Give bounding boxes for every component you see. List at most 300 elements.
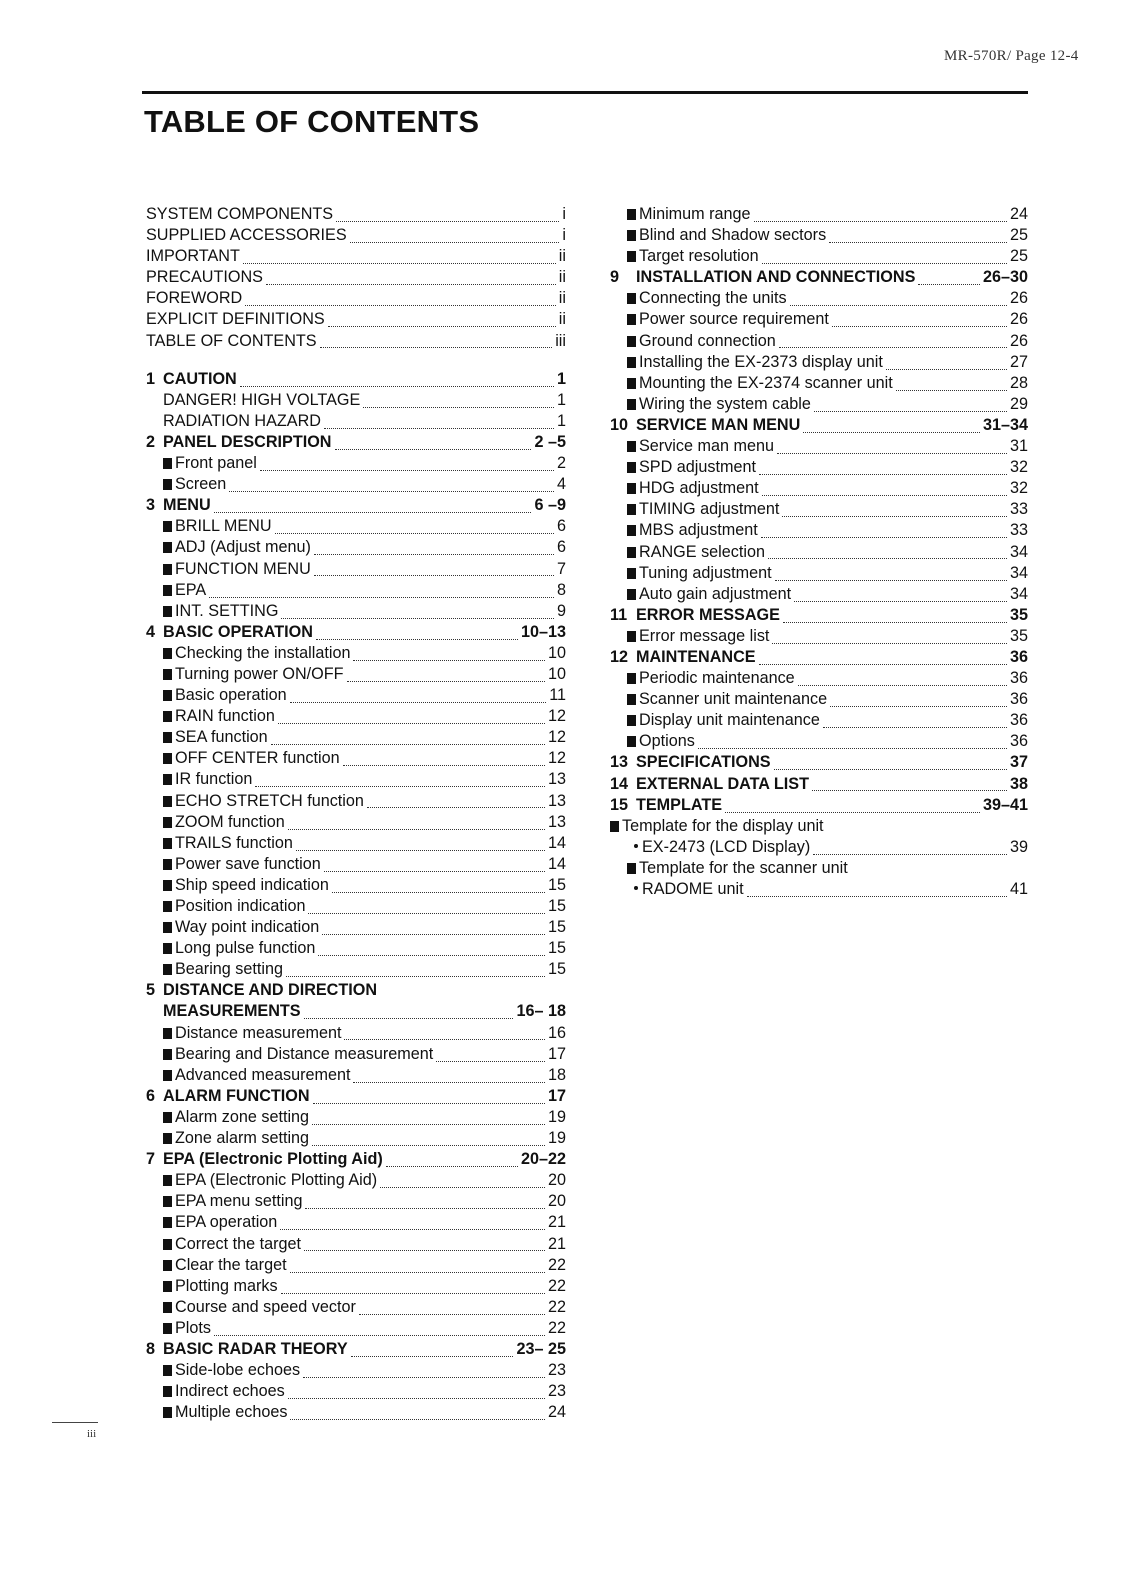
toc-entry xyxy=(146,1107,566,1128)
toc-entry-label: EPA menu setting xyxy=(175,1192,303,1211)
dot-leader xyxy=(308,903,545,914)
dot-leader xyxy=(380,1177,545,1188)
toc-entry xyxy=(610,731,1028,752)
toc-entry-page: 26–30 xyxy=(982,268,1028,287)
square-bullet-icon xyxy=(627,547,636,558)
toc-entry-page: ii xyxy=(558,247,566,266)
dot-leader xyxy=(359,1304,545,1315)
toc-entry-page: 33 xyxy=(1009,521,1028,540)
dot-leader xyxy=(772,633,1007,644)
toc-entry-page: 22 xyxy=(547,1255,566,1274)
square-bullet-icon xyxy=(163,669,172,680)
dot-leader xyxy=(350,232,560,243)
toc-entry-page: 15 xyxy=(547,875,566,894)
toc-entry-page: 16– 18 xyxy=(516,1002,566,1021)
toc-entry xyxy=(610,478,1028,499)
toc-entry-page: 2 –5 xyxy=(534,432,566,451)
square-bullet-icon xyxy=(163,585,172,596)
toc-entry-page: 31 xyxy=(1009,437,1028,456)
toc-entry xyxy=(146,331,566,352)
toc-entry-label: Display unit maintenance xyxy=(639,711,820,730)
square-bullet-icon xyxy=(627,378,636,389)
toc-entry-label: Error message list xyxy=(639,626,770,645)
toc-entry xyxy=(146,225,566,246)
toc-entry-label: Auto gain adjustment xyxy=(639,584,792,603)
dot-leader xyxy=(312,1114,545,1125)
square-bullet-icon xyxy=(627,209,636,220)
toc-entry-page: 37 xyxy=(1009,753,1028,772)
dot-leader xyxy=(759,654,1007,665)
toc-entry xyxy=(610,309,1028,330)
square-bullet-icon xyxy=(163,1239,172,1250)
square-bullet-icon xyxy=(627,441,636,452)
dot-leader xyxy=(229,481,554,492)
square-bullet-icon xyxy=(627,863,636,874)
dot-leader xyxy=(316,629,518,640)
square-bullet-icon xyxy=(627,631,636,642)
square-bullet-icon xyxy=(163,753,172,764)
toc-entry-page: 11 xyxy=(549,686,566,705)
dot-leader xyxy=(314,566,554,577)
toc-entry-page: 41 xyxy=(1009,880,1028,898)
toc-entry-page: 23– 25 xyxy=(516,1339,566,1358)
toc-entry-label: INSTALLATION AND CONNECTIONS xyxy=(636,268,916,287)
toc-entry-label: MBS adjustment xyxy=(639,521,758,540)
toc-entry-label: Screen xyxy=(175,475,227,494)
toc-entry-label: Periodic maintenance xyxy=(639,669,795,688)
toc-entry-label: Advanced measurement xyxy=(175,1065,351,1084)
dot-leader xyxy=(343,756,545,767)
dot-leader xyxy=(278,713,545,724)
toc-entry xyxy=(146,1065,566,1086)
toc-entry xyxy=(146,791,566,812)
toc-entry-label: Long pulse function xyxy=(175,939,316,958)
toc-entry-label: SPECIFICATIONS xyxy=(636,753,771,772)
toc-entry-label: Bearing setting xyxy=(175,960,283,979)
toc-entry-page: 25 xyxy=(1009,247,1028,266)
toc-entry-page: 39–41 xyxy=(982,795,1028,814)
toc-entry-page: i xyxy=(562,226,566,245)
toc-entry-page: 13 xyxy=(547,791,566,810)
square-bullet-icon xyxy=(163,880,172,891)
dot-leader xyxy=(813,844,1007,855)
toc-entry xyxy=(146,1234,566,1255)
toc-entry xyxy=(146,938,566,959)
toc-entry-label: PRECAUTIONS xyxy=(146,268,263,287)
footer-rule xyxy=(52,1422,98,1423)
toc-entry xyxy=(146,643,566,664)
square-bullet-icon xyxy=(163,711,172,722)
square-bullet-icon xyxy=(627,568,636,579)
dot-leader xyxy=(698,739,1007,750)
dot-leader xyxy=(324,861,545,872)
toc-entry xyxy=(610,225,1028,246)
toc-entry xyxy=(610,710,1028,731)
toc-entry xyxy=(146,1212,566,1233)
toc-entry-page: 21 xyxy=(547,1213,566,1232)
toc-entry-label: ERROR MESSAGE xyxy=(636,605,780,624)
dot-leader xyxy=(332,882,545,893)
square-bullet-icon xyxy=(163,648,172,659)
dot-leader xyxy=(275,524,554,535)
toc-entry-page: 28 xyxy=(1009,373,1028,392)
square-bullet-icon xyxy=(627,251,636,262)
toc-entry xyxy=(610,563,1028,584)
dot-leader xyxy=(347,671,545,682)
toc-entry-page: 38 xyxy=(1009,774,1028,793)
toc-entry-label: Connecting the units xyxy=(639,289,787,308)
toc-entry xyxy=(146,748,566,769)
toc-entry-page: 9 xyxy=(556,601,566,620)
toc-entry-label: Basic operation xyxy=(175,686,287,705)
dot-leader xyxy=(353,650,545,661)
square-bullet-icon xyxy=(163,1049,172,1060)
toc-entry xyxy=(146,601,566,622)
toc-entry-label: Minimum range xyxy=(639,205,751,223)
toc-entry-label: TIMING adjustment xyxy=(639,500,780,519)
toc-entry-label: Correct the target xyxy=(175,1234,301,1253)
dot-leader xyxy=(761,528,1007,539)
toc-entry xyxy=(610,816,1028,837)
square-bullet-icon xyxy=(627,736,636,747)
toc-section-number: 10 xyxy=(610,415,629,434)
toc-entry-page: 16 xyxy=(547,1023,566,1042)
dot-bullet-icon xyxy=(634,844,638,848)
dot-leader xyxy=(351,1346,514,1357)
toc-entry xyxy=(610,331,1028,352)
dot-leader xyxy=(353,1072,545,1083)
toc-entry xyxy=(146,559,566,580)
toc-entry xyxy=(146,1170,566,1191)
toc-entry-label: Tuning adjustment xyxy=(639,563,772,582)
toc-entry-label: EXTERNAL DATA LIST xyxy=(636,774,809,793)
dot-leader xyxy=(775,570,1007,581)
toc-entry-label: TABLE OF CONTENTS xyxy=(146,331,317,350)
toc-entry-label: RADOME unit xyxy=(642,880,744,898)
toc-entry xyxy=(146,664,566,685)
dot-leader xyxy=(747,886,1007,897)
toc-entry-label: Course and speed vector xyxy=(175,1297,356,1316)
toc-entry-label: RAIN function xyxy=(175,707,275,726)
toc-entry-page: ii xyxy=(558,310,566,329)
toc-section-number: 8 xyxy=(146,1339,156,1358)
toc-section-number: 2 xyxy=(146,432,156,451)
dot-leader xyxy=(886,359,1007,370)
footer-page-number: iii xyxy=(87,1428,97,1440)
toc-entry-page: 23 xyxy=(547,1361,566,1380)
toc-entry-label: Ground connection xyxy=(639,331,776,350)
square-bullet-icon xyxy=(163,521,172,532)
dot-leader xyxy=(318,945,545,956)
toc-section-number: 11 xyxy=(610,605,628,624)
square-bullet-icon xyxy=(163,774,172,785)
toc-entry xyxy=(146,685,566,706)
toc-entry-label: Template for the display unit xyxy=(622,816,824,835)
toc-entry xyxy=(610,858,1028,879)
toc-entry-page: 29 xyxy=(1009,394,1028,413)
toc-entry-page: 15 xyxy=(547,960,566,979)
toc-entry-label: Indirect echoes xyxy=(175,1382,285,1401)
toc-entry-page: 17 xyxy=(547,1086,566,1105)
toc-entry-label: Wiring the system cable xyxy=(639,394,811,413)
square-bullet-icon xyxy=(163,901,172,912)
toc-entry xyxy=(146,875,566,896)
dot-leader xyxy=(290,692,547,703)
toc-entry-page: 36 xyxy=(1009,669,1028,688)
toc-entry-label: SUPPLIED ACCESSORIES xyxy=(146,226,347,245)
dot-leader xyxy=(286,966,545,977)
dot-leader xyxy=(335,439,532,450)
dot-leader xyxy=(363,397,554,408)
dot-leader xyxy=(783,612,1007,623)
toc-entry-label: EPA operation xyxy=(175,1213,278,1232)
toc-entry-page: ii xyxy=(558,268,566,287)
toc-entry xyxy=(146,1023,566,1044)
toc-entry xyxy=(146,854,566,875)
toc-entry-label: Target resolution xyxy=(639,247,759,266)
dot-leader xyxy=(790,296,1007,307)
toc-entry-label: SPD adjustment xyxy=(639,458,756,477)
square-bullet-icon xyxy=(627,694,636,705)
toc-entry-label: Ship speed indication xyxy=(175,875,329,894)
toc-entry-label: Zone alarm setting xyxy=(175,1129,310,1148)
toc-entry-label: Options xyxy=(639,732,695,751)
toc-entry-label: DISTANCE AND DIRECTION xyxy=(163,981,378,1000)
dot-leader xyxy=(762,485,1007,496)
dot-leader xyxy=(312,1135,545,1146)
toc-section-number: 9 xyxy=(610,268,620,287)
toc-entry-page: 27 xyxy=(1009,352,1028,371)
toc-entry-label: IMPORTANT xyxy=(146,247,240,266)
square-bullet-icon xyxy=(163,1175,172,1186)
toc-entry xyxy=(146,267,566,288)
toc-entry-page: 15 xyxy=(547,918,566,937)
toc-entry-label: Blind and Shadow sectors xyxy=(639,226,827,245)
dot-leader xyxy=(768,549,1007,560)
dot-leader xyxy=(313,1093,545,1104)
square-bullet-icon xyxy=(163,458,172,469)
dot-leader xyxy=(896,380,1007,391)
toc-entry-label: TEMPLATE xyxy=(636,795,723,814)
toc-entry xyxy=(146,959,566,980)
toc-entry-page: 19 xyxy=(547,1107,566,1126)
dot-leader xyxy=(798,675,1007,686)
square-bullet-icon xyxy=(163,1407,172,1418)
dot-leader xyxy=(281,608,554,619)
toc-entry xyxy=(610,795,1028,816)
square-bullet-icon xyxy=(627,230,636,241)
square-bullet-icon xyxy=(163,1302,172,1313)
toc-entry-label: Clear the target xyxy=(175,1255,287,1274)
square-bullet-icon xyxy=(627,399,636,410)
toc-entry xyxy=(146,917,566,938)
toc-entry-label: DANGER! HIGH VOLTAGE xyxy=(163,390,361,409)
dot-leader xyxy=(320,338,553,349)
toc-entry-page: 33 xyxy=(1009,500,1028,519)
toc-entry-page: 13 xyxy=(547,812,566,831)
toc-entry xyxy=(610,584,1028,605)
toc-entry xyxy=(146,1297,566,1318)
toc-entry-page: 1 xyxy=(556,390,566,409)
toc-entry-page: 34 xyxy=(1009,584,1028,603)
toc-entry xyxy=(146,369,566,390)
square-bullet-icon xyxy=(163,564,172,575)
toc-entry xyxy=(146,246,566,267)
toc-entry-page: 36 xyxy=(1009,711,1028,730)
dot-leader xyxy=(255,777,545,788)
toc-entry xyxy=(610,288,1028,309)
toc-entry-page: 39 xyxy=(1009,837,1028,856)
dot-leader xyxy=(266,274,556,285)
toc-entry xyxy=(146,1191,566,1212)
toc-entry-page: 32 xyxy=(1009,479,1028,498)
toc-entry xyxy=(610,246,1028,267)
toc-entry xyxy=(146,1339,566,1360)
toc-entry-label: EPA xyxy=(175,580,207,599)
toc-entry xyxy=(610,647,1028,668)
dot-leader xyxy=(812,781,1007,792)
dot-leader xyxy=(288,1388,545,1399)
square-bullet-icon xyxy=(163,690,172,701)
dot-leader xyxy=(324,418,554,429)
toc-right-column xyxy=(610,204,1028,900)
square-bullet-icon xyxy=(163,606,172,617)
toc-entry-page: 10 xyxy=(547,643,566,662)
page-title: TABLE OF CONTENTS xyxy=(144,104,480,139)
toc-entry-page: 21 xyxy=(547,1234,566,1253)
toc-entry xyxy=(146,474,566,495)
toc-entry-label: ECHO STRETCH function xyxy=(175,791,364,810)
toc-entry-label: Bearing and Distance measurement xyxy=(175,1044,434,1063)
toc-entry-page: 18 xyxy=(547,1065,566,1084)
toc-entry xyxy=(146,980,566,1001)
dot-leader xyxy=(336,211,559,222)
dot-leader xyxy=(794,591,1007,602)
dot-leader xyxy=(290,1409,545,1420)
toc-entry xyxy=(146,1318,566,1339)
toc-entry-page: 24 xyxy=(547,1403,566,1422)
toc-entry xyxy=(610,373,1028,394)
toc-entry-page: 36 xyxy=(1009,690,1028,709)
toc-entry xyxy=(610,436,1028,457)
toc-entry-label: Checking the installation xyxy=(175,643,351,662)
square-bullet-icon xyxy=(163,1281,172,1292)
toc-entry xyxy=(610,267,1028,288)
toc-entry-label: Power source requirement xyxy=(639,310,829,329)
square-bullet-icon xyxy=(627,357,636,368)
toc-entry-page: 14 xyxy=(547,833,566,852)
toc-entry xyxy=(610,457,1028,478)
square-bullet-icon xyxy=(163,1365,172,1376)
dot-leader xyxy=(243,253,556,264)
toc-entry xyxy=(146,495,566,516)
toc-entry xyxy=(146,769,566,790)
square-bullet-icon xyxy=(163,796,172,807)
square-bullet-icon xyxy=(163,1133,172,1144)
dot-leader xyxy=(777,443,1007,454)
toc-entry-label: Installing the EX-2373 display unit xyxy=(639,352,883,371)
toc-entry-label: FOREWORD xyxy=(146,289,243,308)
toc-entry xyxy=(146,537,566,558)
toc-entry-page: 12 xyxy=(547,749,566,768)
toc-entry xyxy=(610,689,1028,710)
toc-entry-label: Plotting marks xyxy=(175,1276,278,1295)
toc-entry-page: 35 xyxy=(1009,626,1028,645)
dot-leader xyxy=(304,1241,545,1252)
toc-entry xyxy=(610,415,1028,436)
toc-entry-label: Turning power ON/OFF xyxy=(175,664,344,683)
toc-entry-label: ADJ (Adjust menu) xyxy=(175,538,311,557)
toc-entry xyxy=(146,288,566,309)
square-bullet-icon xyxy=(163,1217,172,1228)
square-bullet-icon xyxy=(627,504,636,515)
toc-entry-label: EPA (Electronic Plotting Aid) xyxy=(175,1171,378,1190)
toc-entry-label: FUNCTION MENU xyxy=(175,559,311,578)
toc-entry xyxy=(146,1276,566,1297)
square-bullet-icon xyxy=(163,479,172,490)
dot-leader xyxy=(271,734,545,745)
toc-entry-page: 31–34 xyxy=(982,415,1028,434)
dot-leader xyxy=(759,464,1007,475)
toc-entry-page: 23 xyxy=(547,1382,566,1401)
dot-leader xyxy=(314,545,554,556)
toc-entry-page: 24 xyxy=(1009,205,1028,223)
toc-entry-label: SEA function xyxy=(175,728,268,747)
toc-entry xyxy=(610,605,1028,626)
square-bullet-icon xyxy=(163,1070,172,1081)
toc-entry-label: MENU xyxy=(163,496,211,515)
dot-leader xyxy=(209,587,554,598)
dot-leader xyxy=(281,1283,545,1294)
toc-entry-label: Way point indication xyxy=(175,918,320,937)
toc-entry xyxy=(146,896,566,917)
toc-entry-page: 35 xyxy=(1009,605,1028,624)
toc-entry-page: 26 xyxy=(1009,331,1028,350)
toc-entry-label: Power save function xyxy=(175,854,321,873)
toc-entry xyxy=(146,833,566,854)
toc-entry-page: 8 xyxy=(556,580,566,599)
toc-entry-page: ii xyxy=(558,289,566,308)
toc-entry-label: Distance measurement xyxy=(175,1023,342,1042)
toc-entry-label: EPA (Electronic Plotting Aid) xyxy=(163,1150,383,1169)
toc-entry-page: 12 xyxy=(547,707,566,726)
toc-entry xyxy=(146,411,566,432)
toc-entry xyxy=(610,837,1028,858)
dot-leader xyxy=(918,274,980,285)
square-bullet-icon xyxy=(163,1028,172,1039)
toc-entry xyxy=(610,879,1028,900)
toc-entry xyxy=(146,516,566,537)
toc-section-number: 7 xyxy=(146,1150,156,1169)
dot-leader xyxy=(814,401,1007,412)
toc-entry-page: 34 xyxy=(1009,563,1028,582)
toc-entry-page: 6 xyxy=(556,517,566,536)
dot-leader xyxy=(303,1367,545,1378)
toc-entry-label: PANEL DESCRIPTION xyxy=(163,432,332,451)
square-bullet-icon xyxy=(627,336,636,347)
toc-entry-label: Alarm zone setting xyxy=(175,1107,310,1126)
dot-leader xyxy=(322,924,545,935)
toc-entry-page: 6 xyxy=(556,538,566,557)
toc-entry-page: 25 xyxy=(1009,226,1028,245)
square-bullet-icon xyxy=(627,673,636,684)
square-bullet-icon xyxy=(163,1323,172,1334)
toc-section-number: 1 xyxy=(146,369,156,388)
dot-leader xyxy=(344,1030,545,1041)
square-bullet-icon xyxy=(627,293,636,304)
toc-entry-page: 22 xyxy=(547,1276,566,1295)
title-rule xyxy=(142,91,1028,94)
